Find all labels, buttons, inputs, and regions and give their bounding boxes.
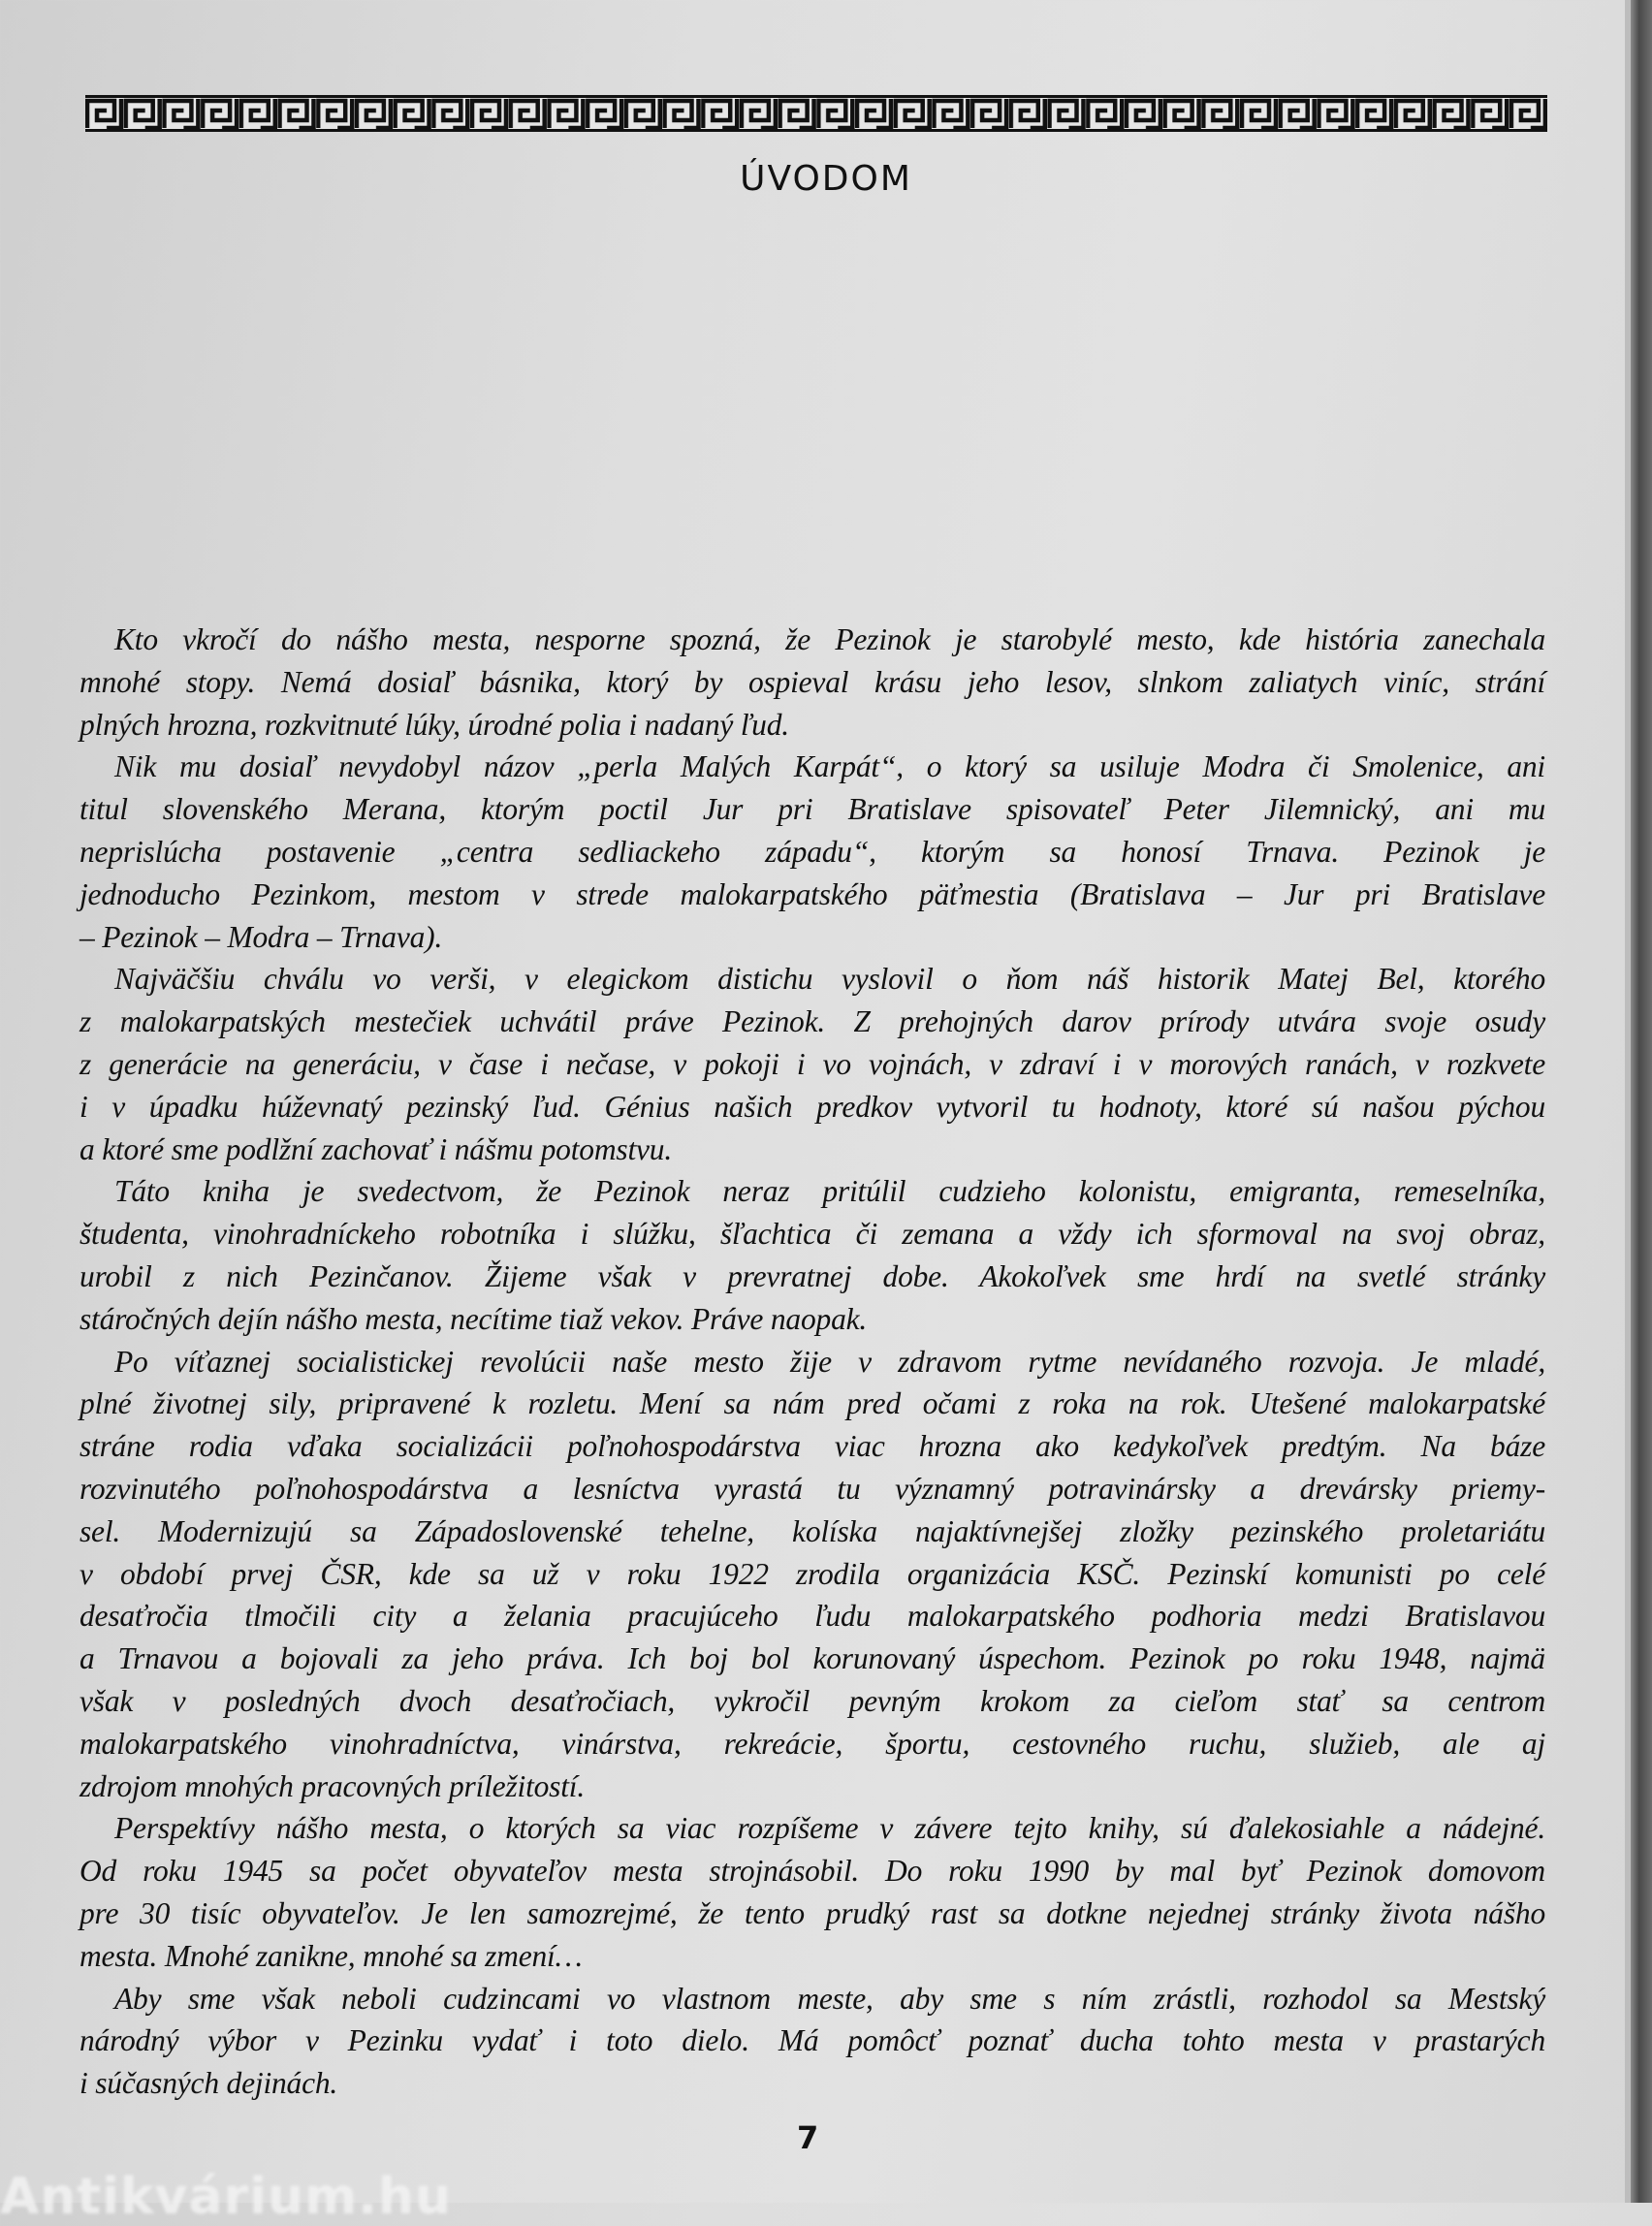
text-line: a Trnavou a bojovali za jeho práva. Ich boj bol korunovaný úspechom. Pezinok po roku 1948, najmä — [79, 1641, 1545, 1676]
text-line: Perspektívy nášho mesta, o ktorých sa viac rozpíšeme v závere tejto knihy, sú ďalekosiahle a nádejné. — [114, 1811, 1545, 1846]
text-line: rozvinutého poľnohospodárstva a lesníctva vyrastá tu významný potravinársky a drevársky priemy- — [79, 1471, 1545, 1506]
text-line: plných hrozna, rozkvitnuté lúky, úrodné polia i nadaný ľud. — [79, 707, 789, 742]
text-line: zdrojom mnohých pracovných príležitostí. — [79, 1768, 586, 1803]
text-line: titul slovenského Merana, ktorým poctil Jur pri Bratislave spisovateľ Peter Jilemnický, ani mu — [79, 792, 1545, 827]
text-line: jednoducho Pezinkom, mestom v strede malokarpatského päťmestia (Bratislava – Jur pri Bratislave — [79, 876, 1545, 911]
text-line: – Pezinok – Modra – Trnava). — [79, 919, 443, 954]
text-line: mesta. Mnohé zanikne, mnohé sa zmení… — [79, 1938, 583, 1973]
text-line: z malokarpatských mestečiek uchvátil práve Pezinok. Z prehojných darov prírody utvára svoje osudy — [79, 1004, 1545, 1039]
text-line: Kto vkročí do nášho mesta, nesporne spozná, že Pezinok je starobylé mesto, kde história zanechala — [114, 622, 1545, 656]
text-line: Od roku 1945 sa počet obyvateľov mesta strojnásobil. Do roku 1990 by mal byť Pezinok domovom — [79, 1854, 1545, 1889]
text-line: Najväčšiu chválu vo verši, v elegickom distichu vyslovil o ňom náš historik Matej Bel, ktorého — [114, 962, 1545, 997]
watermark: Antikvárium.hu — [0, 2168, 452, 2226]
paragraph — [79, 1341, 1545, 1808]
text-line: národný výbor v Pezinku vydať i toto dielo. Má pomôcť poznať ducha tohto mesta v prastarých — [79, 2023, 1545, 2058]
text-line: Po víťaznej socialistickej revolúcii naše mesto žije v zdravom rytme nevídaného rozvoja. Je mladé, — [114, 1344, 1545, 1379]
book-edge — [1631, 0, 1652, 2203]
text-line: i súčasných dejinách. — [79, 2066, 338, 2101]
paragraph — [79, 1170, 1545, 1340]
text-line: pre 30 tisíc obyvateľov. Je len samozrejmé, že tento prudký rast sa dotkne nejednej stránky života nášho — [79, 1895, 1545, 1930]
text-line: stráne rodia vďaka socializácii poľnohospodárstva viac hrozna ako kedykoľvek predtým. Na báze — [79, 1429, 1545, 1464]
text-line: urobil z nich Pezinčanov. Žijeme však v prevratnej dobe. Akokoľvek sme hrdí na svetlé stránky — [79, 1258, 1545, 1293]
text-line: a ktoré sme podlžní zachovať i nášmu potomstvu. — [79, 1131, 673, 1166]
text-line: Nik mu dosiaľ nevydobyl názov „perla Malých Karpát“, o ktorý sa usiluje Modra či Smolenice, ani — [114, 749, 1545, 784]
text-line: Aby sme však neboli cudzincami vo vlastnom meste, aby sme s ním zrástli, rozhodol sa Mestský — [114, 1981, 1545, 2016]
paragraph — [79, 746, 1545, 958]
text-line: malokarpatského vinohradníctva, vinárstva, rekreácie, športu, cestovného ruchu, služieb, ale aj — [79, 1726, 1545, 1761]
text-line: desaťročia tlmočili city a želania pracujúceho ľudu malokarpatského podhoria medzi Bratislavou — [79, 1599, 1545, 1634]
text-line: však v posledných dvoch desaťročiach, vykročil pevným krokom za cieľom stať sa centrom — [79, 1683, 1545, 1718]
text-line: neprislúcha postavenie „centra sedliackeho západu“, ktorým sa honosí Trnava. Pezinok je — [79, 834, 1545, 869]
text-line: z generácie na generáciu, v čase i nečase, v pokoji i vo vojnách, v zdraví i v morových ranách, v rozkvete — [79, 1046, 1545, 1081]
text-line: sel. Modernizujú sa Západoslovenské tehelne, kolíska najaktívnejšej zložky pezinského proletariátu — [79, 1513, 1545, 1548]
text-line: plné životnej sily, pripravené k rozletu. Mení sa nám pred očami z roka na rok. Utešené malokarpatské — [79, 1386, 1545, 1421]
text-line: mnohé stopy. Nemá dosiaľ básnika, ktorý by ospieval krásu jeho lesov, slnkom zaliatych viníc, strání — [79, 664, 1545, 699]
page-title: ÚVODOM — [740, 159, 912, 199]
text-line: študenta, vinohradníckeho robotníka i slúžku, šľachtica či zemana a vždy ich sformoval na svoj obraz, — [79, 1217, 1545, 1252]
text-line: stáročných dejín nášho mesta, necítime tiaž vekov. Práve naopak. — [79, 1301, 868, 1336]
text-line: v období prvej ČSR, kde sa už v roku 1922 zrodila organizácia KSČ. Pezinskí komunisti po celé — [79, 1556, 1545, 1591]
greek-key-border-ornament — [85, 95, 1547, 132]
paragraph — [79, 1978, 1545, 2105]
text-line: Táto kniha je svedectvom, že Pezinok neraz pritúlil cudzieho kolonistu, emigranta, remeselníka, — [114, 1174, 1545, 1209]
paragraph — [79, 1807, 1545, 1977]
paragraph — [79, 958, 1545, 1170]
body-text — [79, 619, 1545, 2105]
paragraph — [79, 619, 1545, 746]
page-number: 7 — [797, 2119, 819, 2156]
text-line: i v úpadku húževnatý pezinský ľud. Génius našich predkov vytvoril tu hodnoty, ktoré sú našou pýchou — [79, 1089, 1545, 1124]
